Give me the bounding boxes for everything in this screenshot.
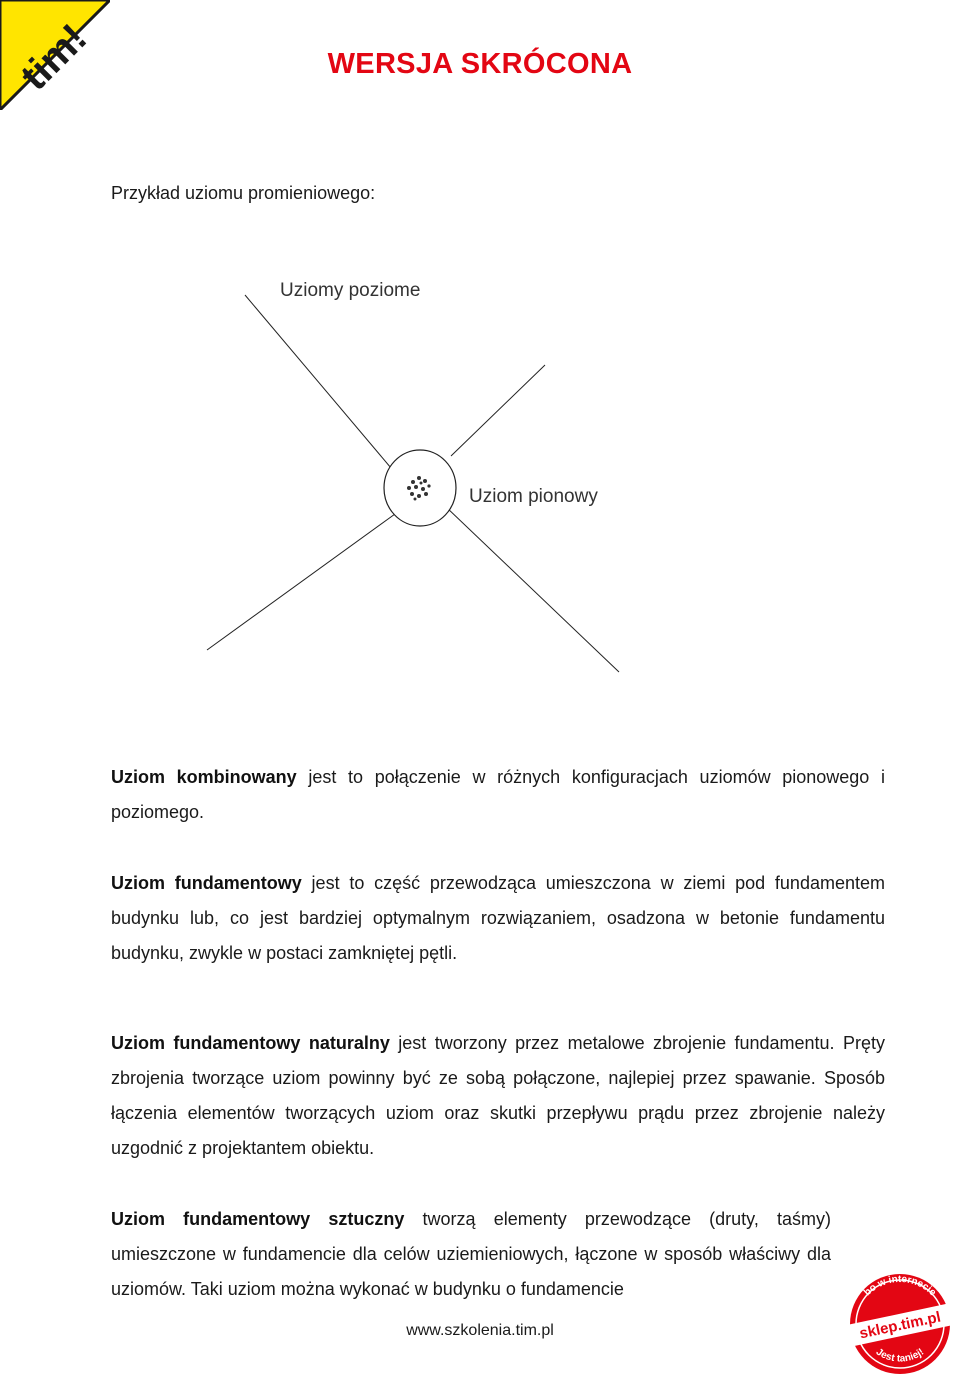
electrode-line-top-right — [451, 365, 545, 456]
page-title: WERSJA SKRÓCONA — [327, 48, 633, 80]
stamp-center-text: sklep.tim.pl — [857, 1308, 943, 1343]
footer-url: www.szkolenia.tim.pl — [406, 1322, 554, 1339]
paragraph-combined-electrode — [111, 760, 885, 830]
paragraph-artificial-foundation-electrode — [111, 1202, 831, 1307]
stamp-bottom-text: Jest taniej! — [873, 1346, 927, 1365]
term: Uziom fundamentowy — [111, 873, 302, 893]
logo-text: tim! — [12, 15, 96, 99]
term: Uziom fundamentowy sztuczny — [111, 1209, 405, 1229]
definition: jest tworzony przez metalowe zbrojenie fundamentu. Pręty zbrojenia tworzące uziom powinny być ze sobą połączone, najlepiej przez spawanie. Sposób łączenia elementów tworzących uziom oraz skutki przepływu prądu przez zbrojenie należy uzgodnić z projektantem obiektu. — [111, 1033, 885, 1158]
definition: tworzą elementy przewodzące (druty, taśmy) umieszczone w fundamencie dla celów uziemieniowych, łączone w sposób właściwy dla uziomów. Taki uziom można wykonać w budynku o fundamencie — [111, 1209, 831, 1299]
radial-earth-electrode-diagram — [195, 270, 635, 680]
label-horizontal-electrodes: Uziomy poziome — [280, 280, 421, 301]
term: Uziom fundamentowy naturalny — [111, 1033, 390, 1053]
definition: jest to część przewodząca umieszczona w ziemi pod fundamentem budynku lub, co jest bardziej optymalnym rozwiązaniem, osadzona w betonie fundamentu budynku, zwykle w postaci zamkniętej pętli. — [111, 873, 885, 963]
paragraph-natural-foundation-electrode — [111, 1026, 885, 1166]
term: Uziom kombinowany — [111, 767, 297, 787]
electrode-line-top-left — [245, 295, 391, 468]
definition: jest to połączenie w różnych konfiguracjach uziomów pionowego i poziomego. — [111, 767, 885, 822]
label-vertical-electrode: Uziom pionowy — [469, 486, 598, 507]
electrode-line-bottom-left — [207, 514, 395, 650]
paragraph-foundation-electrode — [111, 866, 885, 971]
vertical-electrode-circle — [384, 450, 456, 526]
intro-text: Przykład uziomu promieniowego: — [111, 183, 376, 203]
stamp-top-text: bo w internecie — [861, 1273, 939, 1299]
electrode-line-bottom-right — [445, 506, 619, 672]
sklep-stamp — [840, 1268, 958, 1376]
